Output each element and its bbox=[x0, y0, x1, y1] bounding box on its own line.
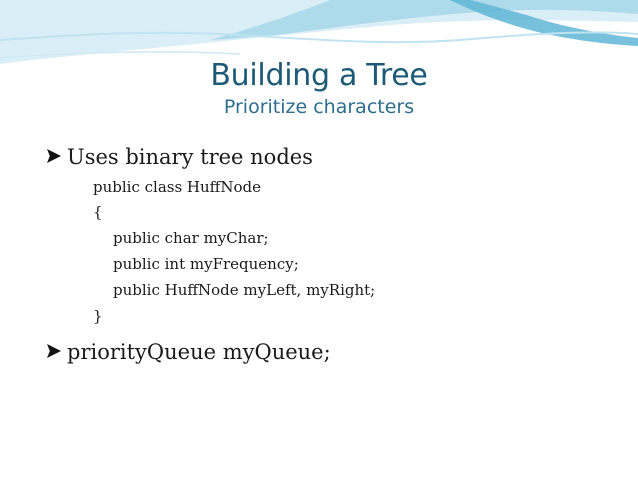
bullet-item bbox=[47, 339, 331, 365]
bullet-arrow-icon bbox=[47, 149, 61, 163]
bullet-text: Uses binary tree nodes bbox=[67, 145, 313, 169]
code-line: { bbox=[93, 203, 103, 221]
slide-subtitle: Prioritize characters bbox=[223, 96, 415, 118]
code-line: public HuffNode myLeft, myRight; bbox=[113, 281, 376, 299]
code-line: public int myFrequency; bbox=[113, 255, 299, 273]
bullet-arrow-icon bbox=[47, 344, 61, 358]
code-line: public char myChar; bbox=[113, 229, 269, 247]
code-line: public class HuffNode bbox=[93, 178, 261, 196]
slide-title: Building a Tree bbox=[210, 58, 428, 93]
bullet-text: priorityQueue myQueue; bbox=[67, 340, 331, 364]
code-line: } bbox=[93, 307, 103, 325]
bullet-item bbox=[47, 144, 313, 170]
